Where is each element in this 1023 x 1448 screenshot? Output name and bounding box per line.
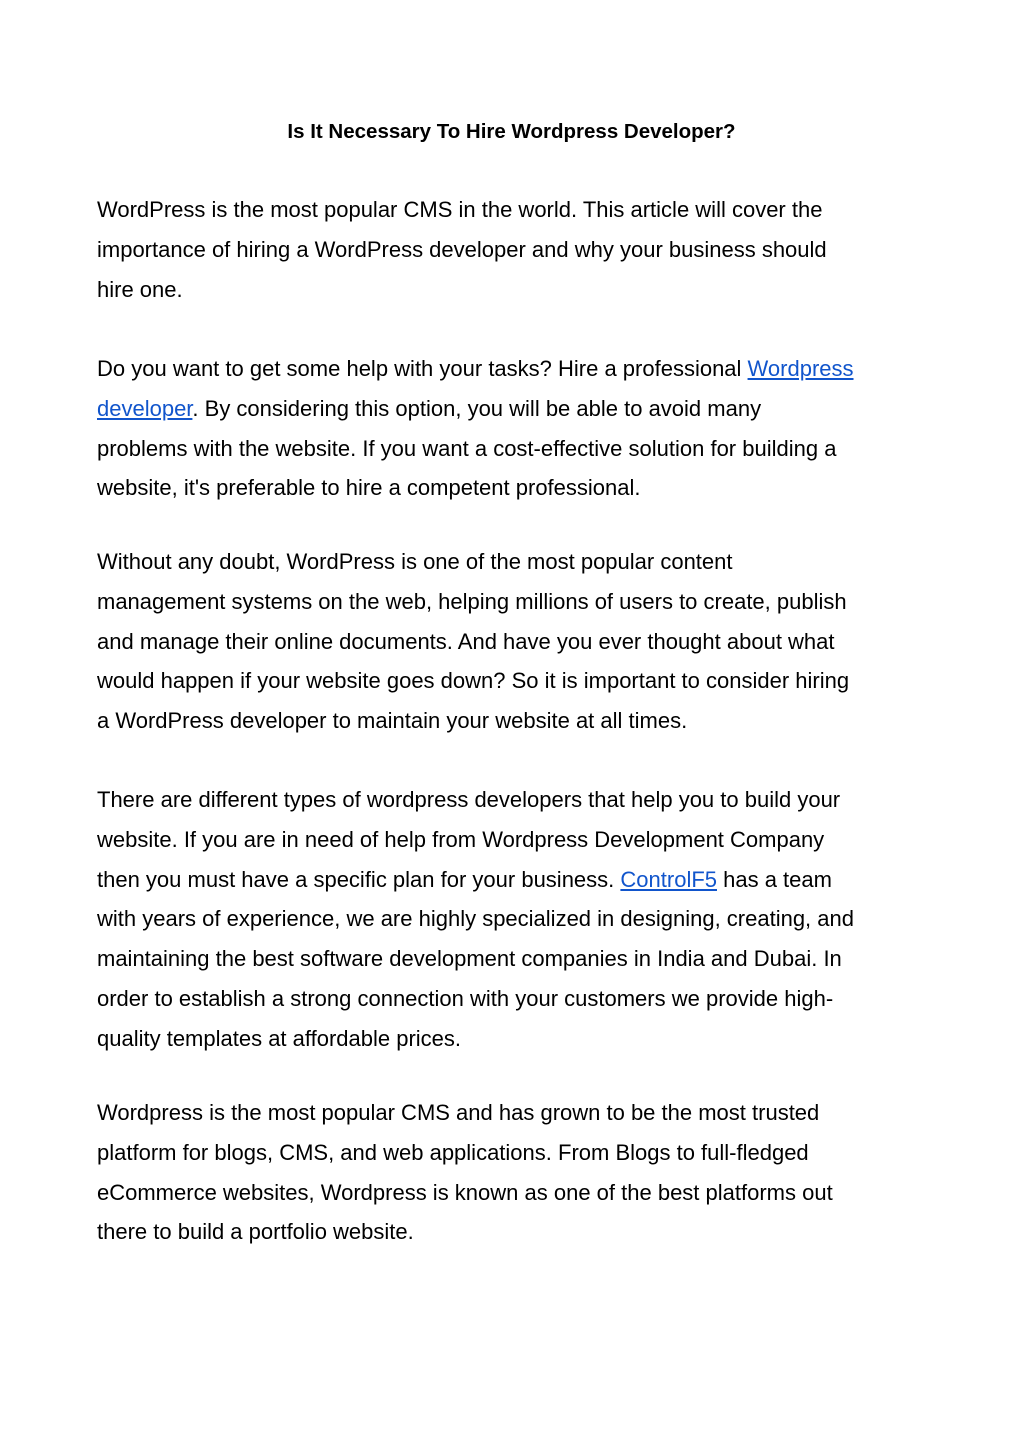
paragraph-line: Without any doubt, WordPress is one of the most popular content [97,549,733,574]
paragraph-line: WordPress is the most popular CMS in the world. This article will cover the [97,197,823,222]
paragraph-line: management systems on the web, helping millions of users to create, publish [97,588,847,614]
paragraph-text: Do you want to get some help with your tasks? Hire a professional [97,356,748,381]
paragraph-line [97,389,932,429]
wordpress-developer-link[interactable]: Wordpress [747,356,854,381]
paragraph-line: problems with the website. If you want a cost-effective solution for building a [97,435,837,461]
paragraph-trusted-platform [97,1093,932,1252]
paragraph-line [97,349,932,389]
paragraph-line: there to build a portfolio website. [97,1219,414,1245]
paragraph-line: eCommerce websites, Wordpress is known as one of the best platforms out [97,1179,833,1205]
paragraph-text: has a team [717,866,832,892]
wordpress-developer-link-continued[interactable]: developer [97,395,193,421]
paragraph-line: importance of hiring a WordPress developer and why your business should [97,236,827,262]
paragraph-popular-cms [97,542,932,741]
paragraph-line: a WordPress developer to maintain your website at all times. [97,708,688,734]
paragraph-developer-types [97,780,932,1059]
paragraph-line [97,860,932,900]
paragraph-text: . By considering this option, you will be able to avoid many [192,395,762,421]
paragraph-line: maintaining the best software development companies in India and Dubai. In [97,946,842,972]
controlf5-link[interactable]: ControlF5 [620,866,717,892]
paragraph-intro [97,190,932,309]
paragraph-line: order to establish a strong connection with your customers we provide high- [97,985,834,1011]
paragraph-line: website, it's preferable to hire a competent professional. [97,475,641,501]
paragraph-line: platform for blogs, CMS, and web applications. From Blogs to full-fledged [97,1139,809,1165]
paragraph-line: quality templates at affordable prices. [97,1025,462,1051]
paragraph-line: website. If you are in need of help from Wordpress Development Company [97,826,825,852]
document-title: Is It Necessary To Hire Wordpress Developer? [287,120,736,143]
paragraph-line: Wordpress is the most popular CMS and has grown to be the most trusted [97,1100,820,1125]
paragraph-line: There are different types of wordpress developers that help you to build your [97,787,841,812]
paragraph-hire-professional [97,349,932,508]
paragraph-line: and manage their online documents. And have you ever thought about what [97,628,835,654]
paragraph-text: then you must have a specific plan for your business. [97,866,621,892]
paragraph-line: hire one. [97,276,183,302]
paragraph-line: with years of experience, we are highly specialized in designing, creating, and [97,906,854,932]
paragraph-line: would happen if your website goes down? So it is important to consider hiring [97,668,850,694]
